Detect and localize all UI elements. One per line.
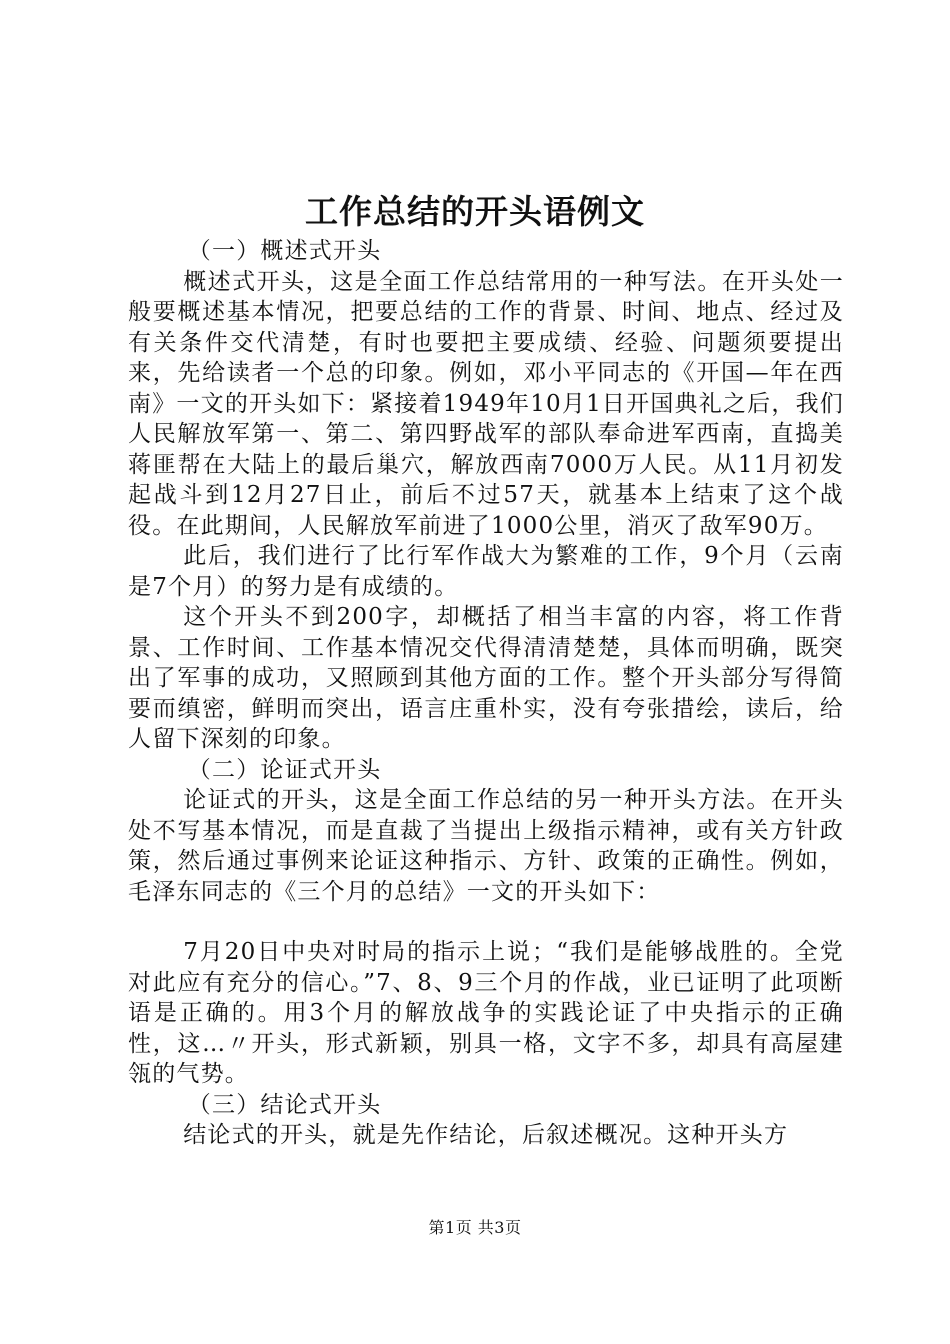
section-heading-1: （一）概述式开头 bbox=[187, 238, 382, 264]
paragraph: 论证式的开头，这是全面工作总结的另一种开头方法。在开头处不写基本情况，而是直裁了当提出上级指示精神，或有关方针政策，然后通过事例来论证这种指示、方针、政策的正确性。例如，毛泽东同志的《三个月的总结》一文的开头如下： bbox=[128, 787, 844, 905]
paragraph: 结论式的开头，就是先作结论，后叙述概况。这种开头方 bbox=[183, 1122, 789, 1148]
page-number: 第1页 共3页 bbox=[428, 1218, 522, 1237]
section-heading-3: （三）结论式开头 bbox=[187, 1091, 382, 1118]
paragraph: 这个开头不到200字，却概括了相当丰富的内容，将工作背景、工作时间、工作基本情况交代得清清楚楚，具体而明确，既突出了军事的成功，又照顾到其他方面的工作。整个开头部分写得简要而缜密，鲜明而突出，语言庄重朴实，没有夸张措绘，读后，给人留下深刻的印象。 bbox=[128, 604, 844, 752]
paragraph-spacer bbox=[128, 907, 844, 937]
document-title: 工作总结的开头语例文 bbox=[305, 192, 645, 231]
section-heading-2: （二）论证式开头 bbox=[187, 756, 382, 783]
document-body bbox=[128, 236, 844, 1151]
paragraph: 概述式开头，这是全面工作总结常用的一种写法。在开头处一般要概述基本情况，把要总结的工作的背景、时间、地点、经过及有关条件交代清楚，有时也要把主要成绩、经验、问题须要提出来，先给读者一个总的印象。例如，邓小平同志的《开国—年在西南》一文的开头如下：紧接着1949年10月1日开国典礼之后，我们人民解放军第一、第二、第四野战军的部队奉命进军西南，直捣美蒋匪帮在大陆上的最后巢穴，解放西南7000万人民。从11月初发起战斗到12月27日止，前后不过57天，就基本上结束了这个战役。在此期间，人民解放军前进了1000公里，消灭了敌军90万。 bbox=[128, 268, 844, 539]
paragraph: 7月20日中央对时局的指示上说；“我们是能够战胜的。全党对此应有充分的信心。”7、8、9三个月的作战，业已证明了此项断语是正确的。用3个月的解放战争的实践论证了中央指示的正确性，这…〃开头，形式新颖，别具一格，文字不多，却具有高屋建瓴的气势。 bbox=[128, 939, 844, 1087]
paragraph: 此后，我们进行了比行军作战大为繁难的工作，9个月（云南是7个月）的努力是有成绩的。 bbox=[128, 543, 844, 600]
